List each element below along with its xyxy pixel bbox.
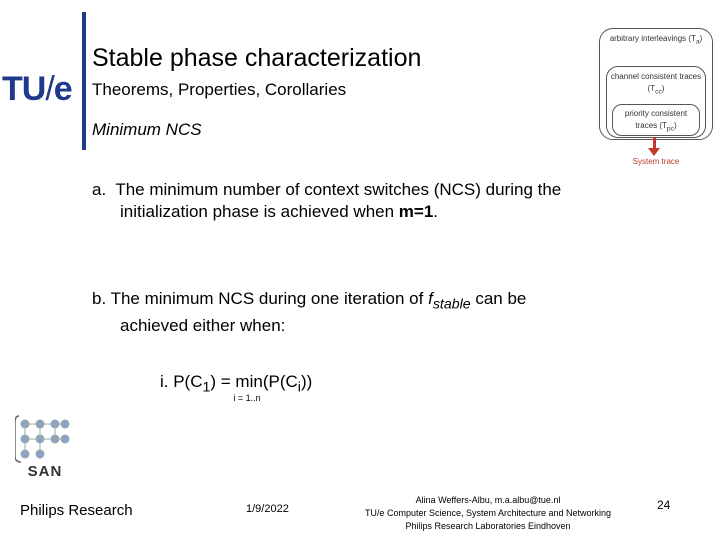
- footer-credits: [340, 494, 636, 533]
- credit-line-3: Philips Research Laboratories Eindhoven: [405, 521, 571, 531]
- arrow-head-icon: [648, 148, 660, 156]
- tue-logo: TU/e: [2, 70, 72, 108]
- min-range: i = 1..n: [233, 393, 261, 403]
- item-b: [92, 288, 672, 337]
- channel-consistent-box: channel consistent traces $(T_{cc})$: [606, 66, 706, 138]
- arbitrary-interleavings-box: arbitrary interleavings $(T_a)$: [599, 28, 713, 140]
- footer-date: 1/9/2022: [246, 503, 289, 515]
- system-trace-label: System trace: [632, 157, 680, 166]
- footer-org: Philips Research: [20, 502, 133, 519]
- page-number: 24: [657, 498, 671, 512]
- san-logo: [15, 412, 75, 482]
- credit-line-1: Alina Weffers-Albu, m.a.albu@tue.nl: [415, 495, 561, 505]
- header-divider: [82, 12, 86, 150]
- slide-subtitle: Theorems, Properties, Corollaries: [92, 80, 347, 99]
- san-logo-text: SAN: [27, 463, 63, 480]
- item-b-line2: achieved either when:: [120, 316, 286, 336]
- item-a-line2: initialization phase is achieved when m=1.: [120, 202, 439, 221]
- item-b-line1: b. The minimum NCS during one iteration of $f_{stable}$ can be: [92, 289, 527, 313]
- priority-consistent-box: priority consistent traces $(T_{pc})$: [612, 104, 700, 136]
- item-a-line1: a. The minimum number of context switches (NCS) during the: [92, 180, 562, 199]
- item-i: i. $P(C_1) = \min$ i = 1..n $(P(C_i))$: [160, 371, 312, 398]
- slide-title: Stable phase characterization: [92, 44, 422, 72]
- credit-line-2: TU/e Computer Science, System Architecture and Networking: [364, 508, 612, 518]
- item-a: [92, 179, 672, 223]
- section-heading: Minimum NCS: [92, 120, 202, 139]
